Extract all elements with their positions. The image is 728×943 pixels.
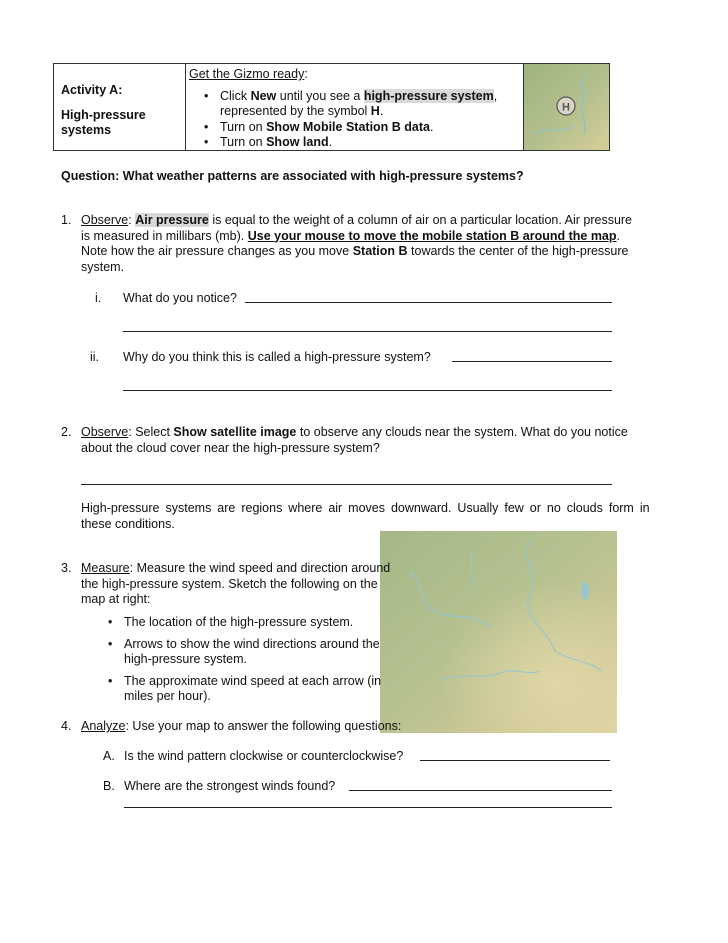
q1-i-answer-line1[interactable] bbox=[245, 291, 612, 303]
q4-b-answer-line1[interactable] bbox=[349, 779, 612, 791]
setup-bullet-station-b: • Turn on Show Mobile Station B data. bbox=[220, 120, 433, 134]
q1-number: 1. bbox=[61, 213, 72, 227]
q4-a-number: A. bbox=[103, 749, 115, 763]
high-pressure-symbol-letter: H bbox=[562, 101, 570, 114]
q1-ii-text: Why do you think this is called a high-pressure system? bbox=[123, 350, 431, 364]
q3-number: 3. bbox=[61, 561, 72, 575]
map-lake bbox=[581, 582, 589, 600]
gizmo-thumbnail-cell bbox=[524, 64, 609, 150]
q3-bullet-arrows: • Arrows to show the wind directions around the bbox=[124, 637, 380, 651]
q4-text: Analyze: Use your map to answer the following questions: bbox=[81, 719, 402, 733]
q4-b-answer-line2[interactable] bbox=[124, 796, 612, 808]
gizmo-setup-cell bbox=[185, 64, 524, 150]
q2-text: Observe: Select Show satellite image to observe any clouds near the system. What do you notice about the cloud cover near the high-pressure system? bbox=[81, 425, 628, 455]
q4-b-text: Where are the strongest winds found? bbox=[124, 779, 336, 793]
activity-title-line2: systems bbox=[61, 123, 112, 137]
sketch-map[interactable] bbox=[380, 531, 617, 733]
activity-title-cell bbox=[54, 64, 186, 150]
q2-answer-line[interactable] bbox=[81, 473, 612, 485]
q1-text: Observe: Air pressure is equal to the weight of a column of air on a particular location. Air pressure is measured in millibars (mb). Use your mouse to move the mobile station B around the map. Note how the air pressure changes as you move Station B towards the center of the high-pressure system. bbox=[81, 213, 633, 274]
q3-text: Measure: Measure the wind speed and direction around the high-pressure system. Sketch the following on the map at right: bbox=[81, 561, 391, 606]
gizmo-thumbnail-map bbox=[524, 64, 609, 150]
gizmo-ready-heading: Get the Gizmo ready: bbox=[189, 67, 308, 81]
q1-ii-number: ii. bbox=[90, 350, 100, 364]
q4-number: 4. bbox=[61, 719, 72, 733]
question-heading: Question: What weather patterns are associated with high-pressure systems? bbox=[61, 169, 524, 183]
q3-bullet-location: • The location of the high-pressure system. bbox=[124, 615, 353, 629]
q2-info: High-pressure systems are regions where air moves downward. Usually few or no clouds form in these conditions. bbox=[81, 501, 650, 531]
q3-bullet-speed-cont: miles per hour). bbox=[124, 689, 211, 703]
q1-ii-answer-line2[interactable] bbox=[123, 379, 612, 391]
q1-ii-answer-line1[interactable] bbox=[452, 350, 612, 362]
q2-number: 2. bbox=[61, 425, 72, 439]
q3-bullet-arrows-cont: high-pressure system. bbox=[124, 652, 247, 666]
q1-i-answer-line2[interactable] bbox=[123, 320, 612, 332]
q4-a-text: Is the wind pattern clockwise or counterclockwise? bbox=[124, 749, 404, 763]
q3-bullet-speed: • The approximate wind speed at each arrow (in bbox=[124, 674, 381, 688]
activity-label: Activity A: bbox=[61, 83, 123, 97]
activity-header-table bbox=[53, 63, 610, 151]
setup-bullet-new: • Click New until you see a high-pressure system, bbox=[220, 89, 497, 103]
q4-a-answer-line[interactable] bbox=[420, 749, 610, 761]
setup-bullet-land: • Turn on Show land. bbox=[220, 135, 332, 149]
q4-b-number: B. bbox=[103, 779, 115, 793]
q1-i-text: What do you notice? bbox=[123, 291, 237, 305]
setup-bullet-new-cont: represented by the symbol H. bbox=[220, 104, 384, 118]
map-land-shade bbox=[380, 531, 617, 733]
q1-i-number: i. bbox=[95, 291, 102, 305]
activity-title-line1: High-pressure bbox=[61, 108, 146, 122]
